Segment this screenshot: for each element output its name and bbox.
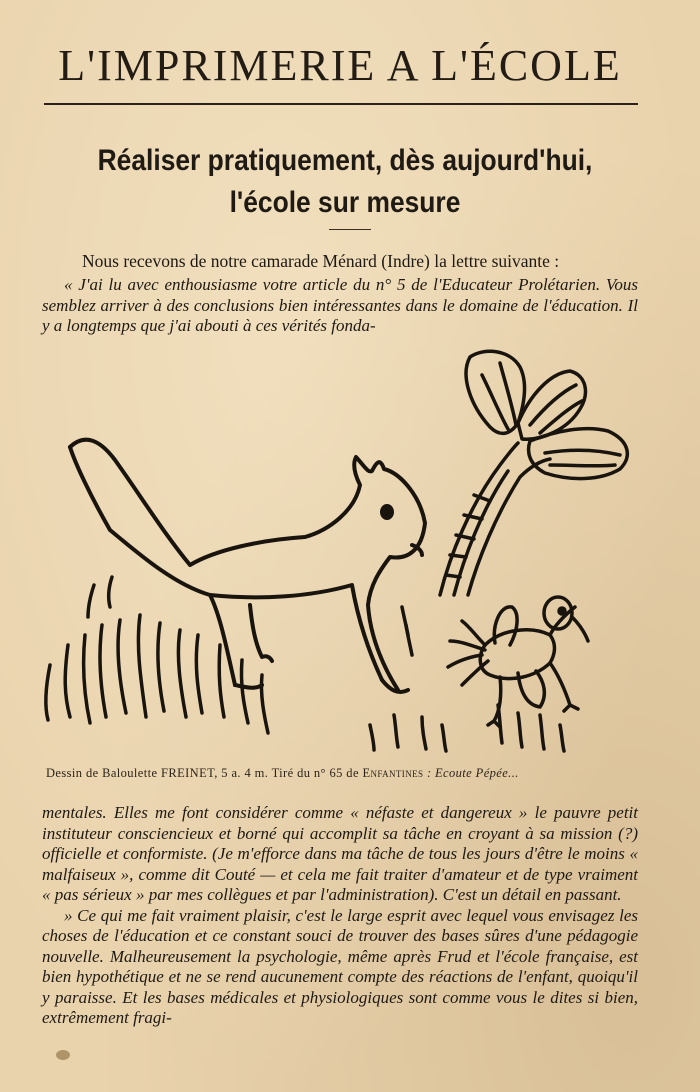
caption-source: Enfantines bbox=[362, 766, 424, 780]
article-headline bbox=[77, 140, 614, 224]
caption-title: : Ecoute Pépée... bbox=[426, 766, 519, 780]
illustration-caption bbox=[46, 766, 666, 781]
header-rule bbox=[44, 103, 638, 105]
child-drawing-illustration bbox=[30, 345, 670, 755]
letter-continuation bbox=[42, 803, 638, 1029]
letter-paragraph-3: » Ce qui me fait vraiment plaisir, c'est le large esprit avec lequel vous envisagez les choses de l'éducation et ce constant souci de trouver des bases sûres d'une pédagogie nouvelle. Malheureusement la psychologie, même après Frud et l'école française, est bien hypothétique et ne se rend aucunement compte des réactions de l'enfant, quoiqu'il y paraisse. Et les bases médicales et physiologiques sont comme vous le dites si bien, extrêmement fragi- bbox=[42, 905, 638, 1027]
letter-paragraph-2: mentales. Elles me font considérer comme « néfaste et dangereux » le pauvre petit instituteur consciencieux et borné qui accomplit sa tâche en croyant à sa mission (?) officielle et conformiste. (Je m'efforce dans ma tâche de tous les jours d'être le moins « malfaiseux », comme dit Couté — et cela me fait traiter d'amateur et de type vraiment « pas sérieux » par mes collègues et par l'administration). C'est un détail en passant. bbox=[42, 803, 638, 904]
headline-line-1: Réaliser pratiquement, dès aujourd'hui, bbox=[97, 144, 593, 177]
letter-paragraph-1: « J'ai lu avec enthousiasme votre article du n° 5 de l'Educateur Prolétarien. Vous semblez arriver à des conclusions bien intéressantes dans le domaine de l'éducation. Il y a longtemps que j'ai abouti à ces vérités fonda- bbox=[42, 275, 638, 335]
headline-line-2: l'école sur mesure bbox=[229, 186, 461, 219]
headline-separator bbox=[329, 229, 371, 230]
squirrel-figure bbox=[70, 440, 425, 692]
paper-stain bbox=[56, 1050, 70, 1060]
caption-prefix: Dessin de Baloulette FREINET, 5 a. 4 m. Tiré du n° 65 de bbox=[46, 766, 363, 780]
intro-paragraph: Nous recevons de notre camarade Ménard (Indre) la lettre suivante : bbox=[82, 251, 560, 271]
page-header-title: L'IMPRIMERIE A L'ÉCOLE bbox=[58, 41, 622, 90]
bird-figure bbox=[448, 597, 588, 727]
flower-figure bbox=[440, 351, 627, 595]
